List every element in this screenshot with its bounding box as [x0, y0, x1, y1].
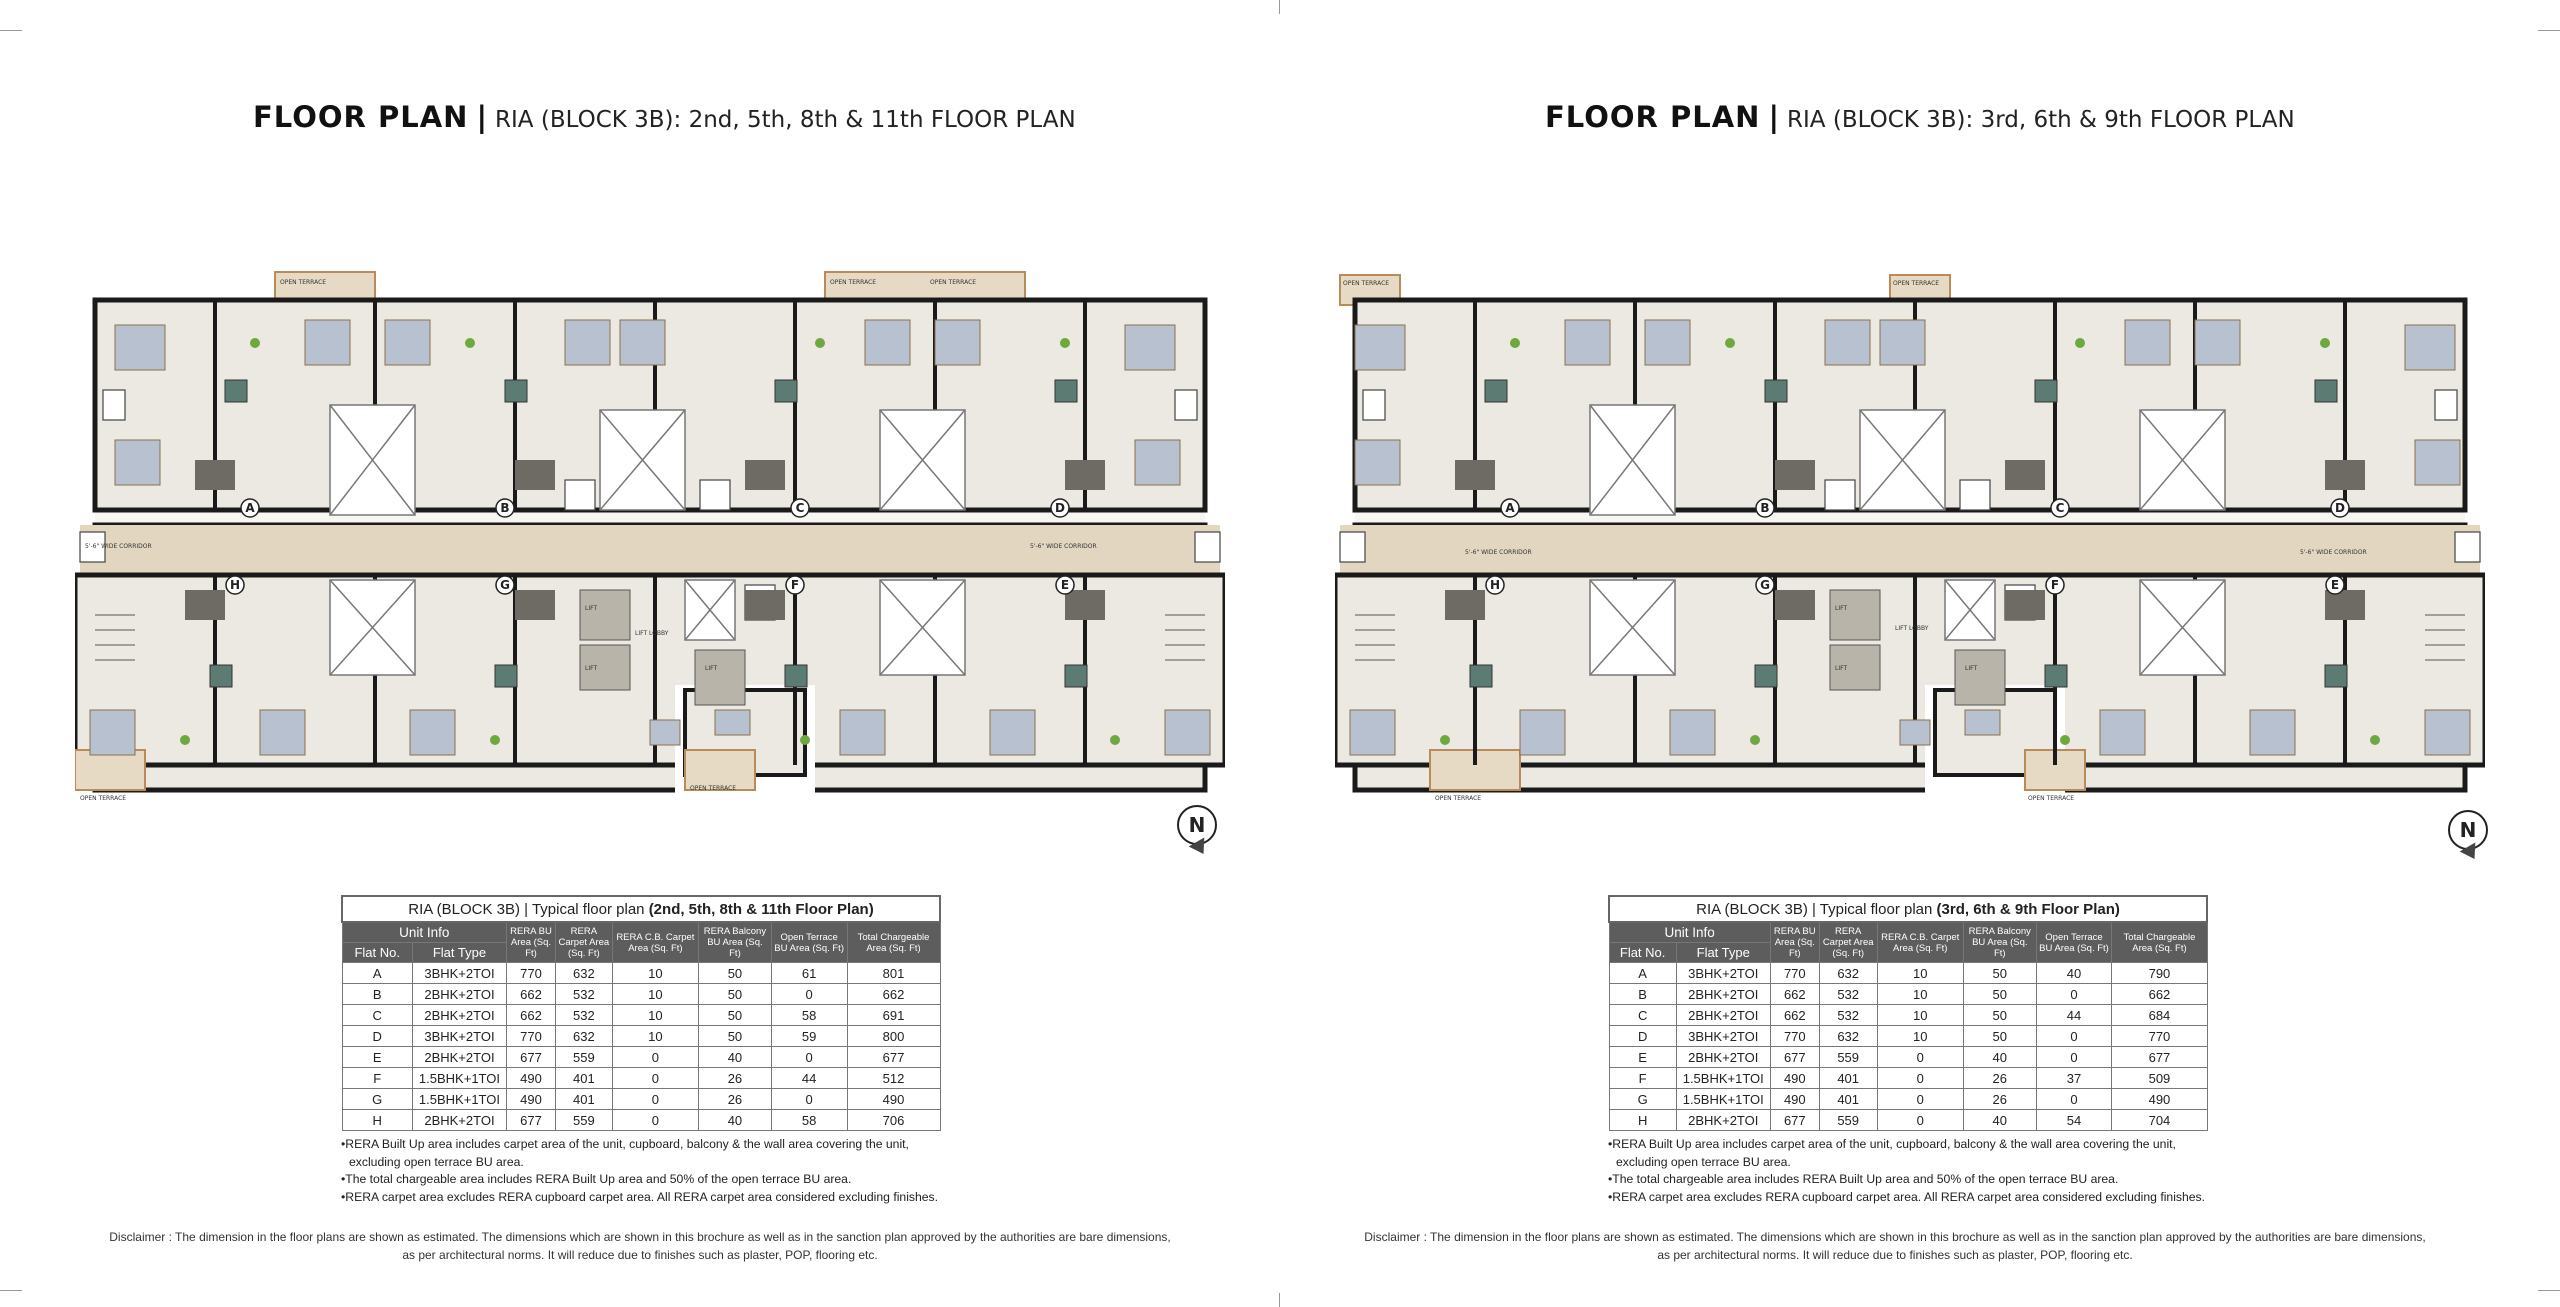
unit-marker: G	[500, 578, 510, 592]
col-rera-balcony: RERA Balcony BU Area (Sq. Ft)	[1963, 922, 2036, 963]
disclaimer-line: Disclaimer : The dimension in the floor plans are shown as estimated. The dimensions which are shown in this brochure as well as in the sanction plan approved by the authorities are bare dimensions,	[1364, 1230, 2426, 1244]
north-indicator	[1177, 805, 1217, 845]
note-line: excluding open terrace BU area.	[349, 1154, 524, 1169]
floor-plan-drawing	[1335, 270, 2485, 820]
table-caption: RIA (BLOCK 3B) | Typical floor plan (3rd, 6th & 9th Floor Plan)	[1609, 896, 2207, 922]
col-flat-no: Flat No.	[1609, 943, 1676, 963]
open-terrace-label: OPEN TERRACE	[1343, 280, 1390, 287]
unit-info-header: Unit Info	[1609, 922, 1770, 943]
col-rera-bu: RERA BU Area (Sq. Ft)	[1770, 922, 1819, 963]
table-row: A 3BHK+2TOI 770 632 10 50 61 801	[342, 963, 940, 984]
open-terrace-label: OPEN TERRACE	[80, 795, 127, 802]
note-line: •RERA carpet area excludes RERA cupboard carpet area. All RERA carpet area considered excluding finishes.	[341, 1189, 939, 1204]
table-row: G 1.5BHK+1TOI 490 401 0 26 0 490	[1609, 1089, 2207, 1110]
open-terrace-label: OPEN TERRACE	[930, 279, 977, 286]
col-rera-carpet: RERA Carpet Area (Sq. Ft)	[1819, 922, 1877, 963]
title-subtitle: RIA (BLOCK 3B): 2nd, 5th, 8th & 11th FLOOR PLAN	[495, 107, 1076, 133]
area-notes	[1608, 1136, 2205, 1206]
table-row: D 3BHK+2TOI 770 632 10 50 0 770	[1609, 1026, 2207, 1047]
page-title	[1545, 100, 2295, 134]
unit-marker: E	[1060, 578, 1070, 592]
lift-lobby-label: LIFT LOBBY	[635, 630, 669, 637]
col-open-terrace: Open Terrace BU Area (Sq. Ft)	[2036, 922, 2112, 963]
table-row: B 2BHK+2TOI 662 532 10 50 0 662	[342, 984, 940, 1005]
table-row: A 3BHK+2TOI 770 632 10 50 40 790	[1609, 963, 2207, 984]
open-terrace-label: OPEN TERRACE	[690, 785, 737, 792]
note-line: •The total chargeable area includes RERA Built Up area and 50% of the open terrace BU area.	[341, 1172, 852, 1186]
unit-marker: C	[2055, 501, 2065, 515]
unit-marker: D	[2335, 501, 2345, 515]
unit-marker: D	[1055, 501, 1065, 515]
north-indicator	[2448, 810, 2488, 850]
unit-marker: F	[790, 578, 800, 592]
lift-label: LIFT	[1835, 665, 1848, 672]
table-row: G 1.5BHK+1TOI 490 401 0 26 0 490	[342, 1089, 940, 1110]
lift-label: LIFT	[705, 665, 718, 672]
col-flat-no: Flat No.	[342, 943, 412, 963]
unit-marker: G	[1760, 578, 1770, 592]
col-flat-type: Flat Type	[412, 943, 506, 963]
note-line: excluding open terrace BU area.	[1616, 1154, 1791, 1169]
unit-marker: H	[1489, 578, 1501, 592]
unit-marker: C	[795, 501, 805, 515]
open-terrace-label: OPEN TERRACE	[830, 279, 877, 286]
disclaimer	[1350, 1228, 2440, 1264]
table-row: E 2BHK+2TOI 677 559 0 40 0 677	[1609, 1047, 2207, 1068]
open-terrace-label: OPEN TERRACE	[1893, 280, 1940, 287]
open-terrace-label: OPEN TERRACE	[1435, 795, 1482, 802]
disclaimer-line: as per architectural norms. It will reduce due to finishes such as plaster, POP, flooring etc.	[402, 1248, 878, 1262]
title-main: FLOOR PLAN	[253, 100, 469, 134]
north-letter: N	[1177, 805, 1217, 845]
lift-lobby-label: LIFT LOBBY	[1895, 625, 1929, 632]
table-row: C 2BHK+2TOI 662 532 10 50 44 684	[1609, 1005, 2207, 1026]
unit-marker: B	[1760, 501, 1770, 515]
disclaimer-line: as per architectural norms. It will reduce due to finishes such as plaster, POP, flooring etc.	[1657, 1248, 2133, 1262]
table-caption: RIA (BLOCK 3B) | Typical floor plan (2nd, 5th, 8th & 11th Floor Plan)	[342, 896, 940, 922]
page-title	[253, 100, 1076, 134]
note-line: •RERA Built Up area includes carpet area of the unit, cupboard, balcony & the wall area covering the unit,	[341, 1137, 909, 1151]
unit-marker: B	[500, 501, 510, 515]
table-row: F 1.5BHK+1TOI 490 401 0 26 44 512	[342, 1068, 940, 1089]
title-separator: |	[1768, 100, 1780, 134]
col-rera-bu: RERA BU Area (Sq. Ft)	[506, 922, 555, 963]
table-row: H 2BHK+2TOI 677 559 0 40 54 704	[1609, 1110, 2207, 1131]
brochure-page-right	[1280, 0, 2560, 1307]
area-table	[1608, 895, 2208, 1131]
area-notes	[341, 1136, 938, 1206]
title-main: FLOOR PLAN	[1545, 100, 1761, 134]
table-row: B 2BHK+2TOI 662 532 10 50 0 662	[1609, 984, 2207, 1005]
corridor-label: 5'-6" WIDE CORRIDOR	[2300, 549, 2367, 556]
lift-label: LIFT	[1835, 605, 1848, 612]
col-total-chargeable: Total Chargeable Area (Sq. Ft)	[847, 922, 940, 963]
table-row: H 2BHK+2TOI 677 559 0 40 58 706	[342, 1110, 940, 1131]
table-row: D 3BHK+2TOI 770 632 10 50 59 800	[342, 1026, 940, 1047]
col-total-chargeable: Total Chargeable Area (Sq. Ft)	[2112, 922, 2207, 963]
col-rera-balcony: RERA Balcony BU Area (Sq. Ft)	[699, 922, 772, 963]
unit-info-header: Unit Info	[342, 922, 506, 943]
unit-marker: E	[2330, 578, 2340, 592]
open-terrace-label: OPEN TERRACE	[280, 279, 327, 286]
note-line: •RERA Built Up area includes carpet area of the unit, cupboard, balcony & the wall area covering the unit,	[1608, 1137, 2176, 1151]
lift-label: LIFT	[1965, 665, 1978, 672]
title-separator: |	[476, 100, 488, 134]
unit-marker: A	[245, 501, 255, 515]
table-row: C 2BHK+2TOI 662 532 10 50 58 691	[342, 1005, 940, 1026]
col-rera-cb-carpet: RERA C.B. Carpet Area (Sq. Ft)	[612, 922, 698, 963]
note-line: •RERA carpet area excludes RERA cupboard carpet area. All RERA carpet area considered excluding finishes.	[1608, 1189, 2206, 1204]
north-letter: N	[2448, 810, 2488, 850]
area-table	[341, 895, 941, 1131]
title-subtitle: RIA (BLOCK 3B): 3rd, 6th & 9th FLOOR PLAN	[1787, 107, 2295, 133]
corridor-label: 5'-6" WIDE CORRIDOR	[85, 543, 152, 550]
disclaimer-line: Disclaimer : The dimension in the floor plans are shown as estimated. The dimensions which are shown in this brochure as well as in the sanction plan approved by the authorities are bare dimensions,	[109, 1230, 1171, 1244]
col-flat-type: Flat Type	[1676, 943, 1770, 963]
unit-marker: H	[229, 578, 241, 592]
col-open-terrace: Open Terrace BU Area (Sq. Ft)	[771, 922, 847, 963]
corridor-label: 5'-6" WIDE CORRIDOR	[1030, 543, 1097, 550]
corridor-label: 5'-6" WIDE CORRIDOR	[1465, 549, 1532, 556]
lift-label: LIFT	[585, 665, 598, 672]
note-line: •The total chargeable area includes RERA Built Up area and 50% of the open terrace BU area.	[1608, 1172, 2119, 1186]
table-row: F 1.5BHK+1TOI 490 401 0 26 37 509	[1609, 1068, 2207, 1089]
col-rera-cb-carpet: RERA C.B. Carpet Area (Sq. Ft)	[1877, 922, 1963, 963]
unit-marker: F	[2050, 578, 2060, 592]
table-row: E 2BHK+2TOI 677 559 0 40 0 677	[342, 1047, 940, 1068]
floor-plan-drawing	[75, 270, 1225, 820]
unit-marker: A	[1505, 501, 1515, 515]
disclaimer	[95, 1228, 1185, 1264]
open-terrace-label: OPEN TERRACE	[2028, 795, 2075, 802]
col-rera-carpet: RERA Carpet Area (Sq. Ft)	[556, 922, 613, 963]
lift-label: LIFT	[585, 605, 598, 612]
